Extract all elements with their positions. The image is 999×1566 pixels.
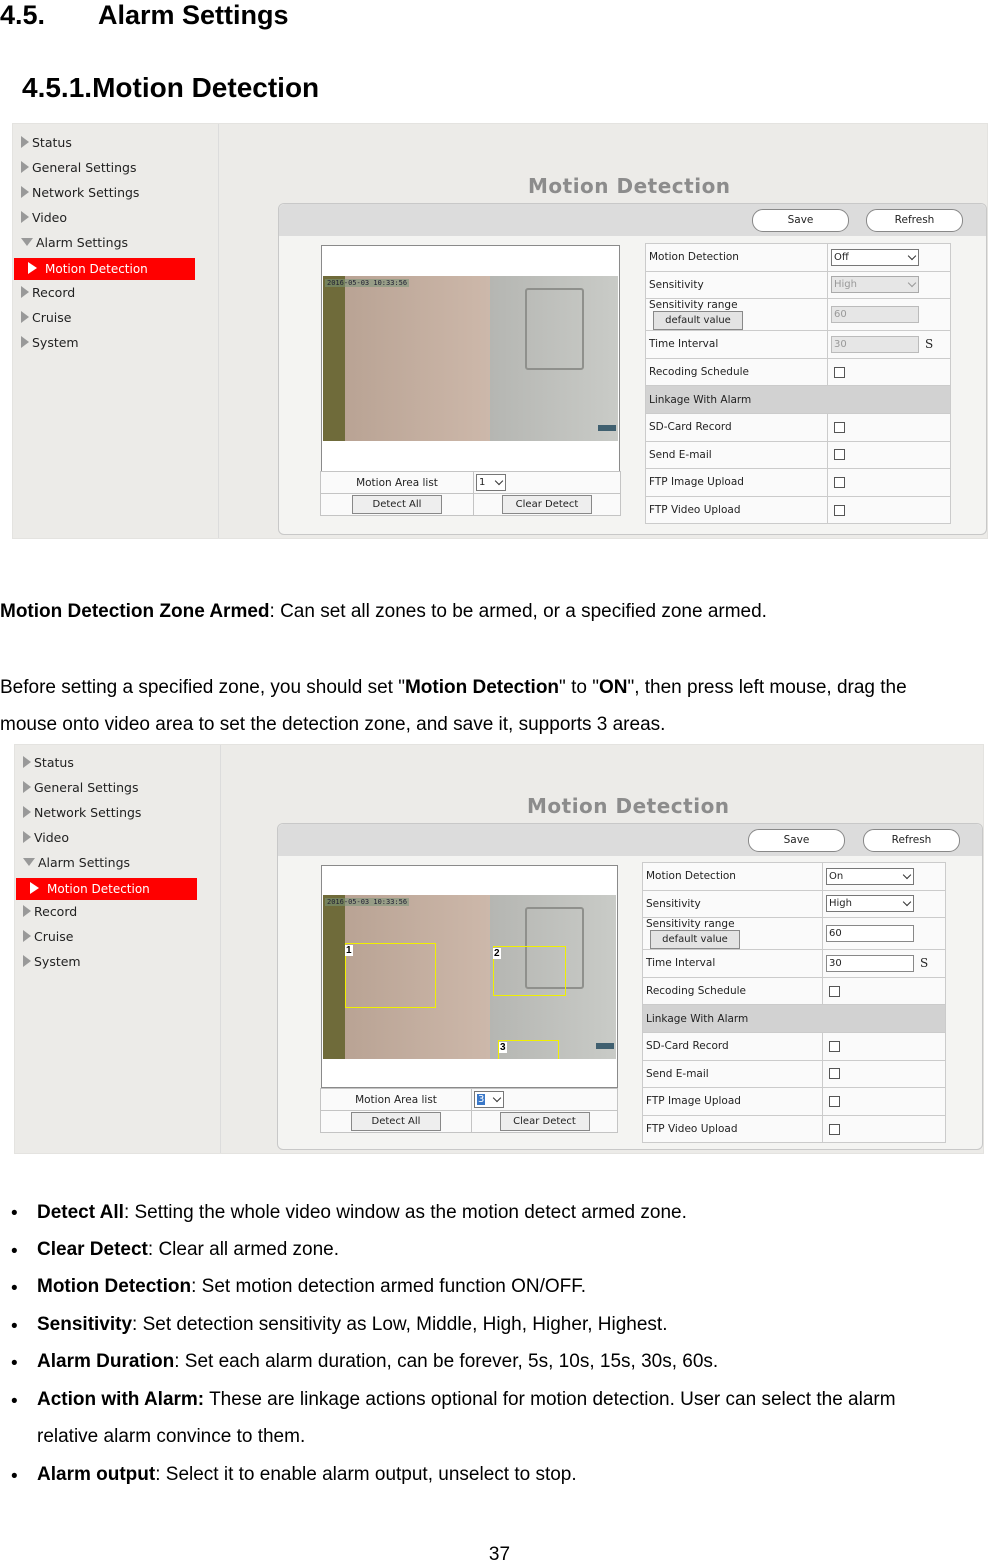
- subsection-number: 4.5.1.: [22, 72, 93, 103]
- watermark-logo: [596, 1043, 614, 1049]
- linkage-header: Linkage With Alarm: [643, 1005, 946, 1033]
- triangle-right-icon: [23, 955, 31, 967]
- triangle-down-icon: [21, 238, 33, 246]
- send-email-checkbox[interactable]: [834, 449, 845, 460]
- save-button[interactable]: Save: [752, 209, 849, 232]
- nav-video[interactable]: Video: [23, 827, 69, 849]
- settings-panel: [277, 823, 983, 1150]
- triangle-down-icon: [23, 858, 35, 866]
- default-value-button[interactable]: default value: [653, 311, 743, 330]
- label-motion-detection: Motion Detection: [646, 244, 828, 272]
- bullet-detect-all: Detect All: Setting the whole video window as the motion detect armed zone.: [37, 1202, 687, 1223]
- label-recording-schedule: Recoding Schedule: [646, 358, 828, 386]
- bullet-clear-detect: Clear Detect: Clear all armed zone.: [37, 1239, 340, 1260]
- video-frame: [321, 865, 618, 1088]
- bullet-dot: •: [11, 1353, 18, 1374]
- detect-all-button[interactable]: Detect All: [351, 1112, 441, 1131]
- nav-general-settings[interactable]: General Settings: [23, 777, 139, 799]
- video-timestamp: 2016-05-03 10:33:56: [327, 279, 408, 287]
- triangle-right-icon: [23, 905, 31, 917]
- detection-zone-1[interactable]: [345, 943, 436, 1008]
- detection-zone-3[interactable]: [498, 1040, 559, 1059]
- label-ftp-video: FTP Video Upload: [646, 496, 828, 524]
- triangle-right-icon: [21, 186, 29, 198]
- clear-detect-button[interactable]: Clear Detect: [502, 495, 592, 514]
- section-number: 4.5.: [0, 0, 46, 30]
- refresh-button[interactable]: Refresh: [863, 829, 960, 852]
- settings-table: [642, 862, 946, 1143]
- nav-network-settings[interactable]: Network Settings: [23, 802, 141, 824]
- triangle-right-icon: [30, 882, 39, 894]
- sensitivity-range-input[interactable]: 60: [826, 925, 914, 942]
- sidebar: [13, 124, 219, 538]
- nav-status[interactable]: Status: [23, 752, 74, 774]
- sidebar: [15, 745, 221, 1153]
- screen-title: Motion Detection: [527, 794, 730, 818]
- clear-detect-button[interactable]: Clear Detect: [500, 1112, 590, 1131]
- nav-system[interactable]: System: [23, 951, 81, 973]
- triangle-right-icon: [23, 930, 31, 942]
- video-frame: [321, 245, 620, 472]
- send-email-checkbox[interactable]: [829, 1068, 840, 1079]
- nav-alarm-settings[interactable]: Alarm Settings: [21, 232, 128, 254]
- unit-label: S: [925, 337, 934, 352]
- save-button[interactable]: Save: [748, 829, 845, 852]
- area-list-label: Motion Area list: [321, 1089, 472, 1111]
- label-sd-card: SD-Card Record: [646, 413, 828, 441]
- bullet-alarm-output: Alarm output: Select it to enable alarm output, unselect to stop.: [37, 1464, 577, 1485]
- nav-status[interactable]: Status: [21, 132, 72, 154]
- ftp-image-checkbox[interactable]: [829, 1096, 840, 1107]
- label-time-interval: Time Interval: [646, 331, 828, 359]
- label-motion-detection: Motion Detection: [643, 863, 823, 891]
- sd-card-checkbox[interactable]: [829, 1041, 840, 1052]
- bullet-action-with-alarm: Action with Alarm: These are linkage actions optional for motion detection. User can select the alarm relative alarm convince to them.: [37, 1389, 896, 1447]
- paragraph-zone-armed: Motion Detection Zone Armed: Can set all zones to be armed, or a specified zone armed.: [0, 601, 767, 622]
- detection-zone-2[interactable]: [493, 946, 566, 996]
- time-interval-input[interactable]: 30: [826, 955, 914, 972]
- linkage-header: Linkage With Alarm: [646, 386, 951, 414]
- refresh-button[interactable]: Refresh: [866, 209, 963, 232]
- settings-table: [645, 243, 951, 524]
- screenshot-1: [12, 123, 988, 539]
- nav-alarm-settings[interactable]: Alarm Settings: [23, 852, 130, 874]
- bullet-dot: •: [11, 1316, 18, 1337]
- bullet-alarm-duration: Alarm Duration: Set each alarm duration, can be forever, 5s, 10s, 15s, 30s, 60s.: [37, 1351, 719, 1372]
- sensitivity-select[interactable]: High: [826, 895, 914, 912]
- toolbar: [279, 204, 986, 236]
- area-controls: [320, 1088, 618, 1133]
- ftp-image-checkbox[interactable]: [834, 477, 845, 488]
- area-list-label: Motion Area list: [321, 472, 474, 494]
- detect-all-button[interactable]: Detect All: [352, 495, 442, 514]
- triangle-right-icon: [21, 211, 29, 223]
- bullet-dot: •: [11, 1391, 18, 1412]
- zone-label-2: 2: [494, 948, 500, 959]
- label-sensitivity-range: Sensitivity range: [649, 299, 738, 312]
- zone-label-3: 3: [500, 1042, 506, 1053]
- label-recording-schedule: Recoding Schedule: [643, 977, 823, 1005]
- triangle-right-icon: [28, 262, 37, 274]
- section-title: Alarm Settings: [98, 0, 289, 30]
- bullet-dot: •: [11, 1203, 18, 1224]
- default-value-button[interactable]: default value: [650, 930, 740, 949]
- unit-label: S: [920, 956, 929, 971]
- toolbar: [278, 824, 982, 856]
- triangle-right-icon: [23, 831, 31, 843]
- screenshot-2: [14, 744, 984, 1154]
- recording-schedule-checkbox[interactable]: [829, 986, 840, 997]
- zone-label-1: 1: [346, 945, 352, 956]
- nav-video[interactable]: Video: [21, 207, 67, 229]
- video-preview[interactable]: [323, 895, 616, 1059]
- page-number: 37: [488, 1544, 511, 1565]
- section-heading: [0, 0, 289, 31]
- recording-schedule-checkbox[interactable]: [834, 367, 845, 378]
- bullet-motion-detection: Motion Detection: Set motion detection armed function ON/OFF.: [37, 1276, 587, 1297]
- label-ftp-image: FTP Image Upload: [646, 469, 828, 497]
- triangle-right-icon: [21, 311, 29, 323]
- video-timestamp: 2016-05-03 10:33:56: [327, 898, 408, 906]
- nav-motion-detection[interactable]: Motion Detection: [14, 258, 195, 280]
- paragraph-instructions: Before setting a specified zone, you should set "Motion Detection" to "ON", then press left mouse, drag the mouse onto video area to set the detection zone, and save it, supports 3 areas.: [0, 677, 907, 735]
- bullet-sensitivity: Sensitivity: Set detection sensitivity as Low, Middle, High, Higher, Highest.: [37, 1314, 668, 1335]
- bullet-dot: •: [11, 1241, 18, 1262]
- label-send-email: Send E-mail: [646, 441, 828, 469]
- label-time-interval: Time Interval: [643, 950, 823, 978]
- label-send-email: Send E-mail: [643, 1060, 823, 1088]
- watermark-logo: [598, 425, 616, 431]
- nav-general-settings[interactable]: General Settings: [21, 157, 137, 179]
- triangle-right-icon: [21, 161, 29, 173]
- ftp-video-checkbox[interactable]: [834, 505, 845, 516]
- area-controls: [320, 471, 621, 516]
- label-sd-card: SD-Card Record: [643, 1032, 823, 1060]
- area-list-select[interactable]: 1: [476, 474, 506, 491]
- triangle-right-icon: [23, 756, 31, 768]
- nav-cruise[interactable]: Cruise: [23, 926, 73, 948]
- triangle-right-icon: [21, 286, 29, 298]
- label-sensitivity: Sensitivity: [646, 271, 828, 299]
- label-sensitivity-range: Sensitivity range: [646, 918, 735, 931]
- nav-motion-detection[interactable]: Motion Detection: [16, 878, 197, 900]
- sd-card-checkbox[interactable]: [834, 422, 845, 433]
- triangle-right-icon: [21, 336, 29, 348]
- bullet-dot: •: [11, 1278, 18, 1299]
- label-ftp-image: FTP Image Upload: [643, 1088, 823, 1116]
- nav-record[interactable]: Record: [21, 282, 75, 304]
- triangle-right-icon: [23, 806, 31, 818]
- motion-detection-select[interactable]: On: [826, 868, 914, 885]
- subsection-heading: [22, 72, 319, 104]
- sensitivity-range-input[interactable]: 60: [831, 306, 919, 323]
- sensitivity-select[interactable]: High: [831, 276, 919, 293]
- ftp-video-checkbox[interactable]: [829, 1124, 840, 1135]
- nav-cruise[interactable]: Cruise: [21, 307, 71, 329]
- area-list-select[interactable]: 3: [474, 1091, 504, 1108]
- triangle-right-icon: [21, 136, 29, 148]
- bullet-dot: •: [11, 1466, 18, 1487]
- screen-title: Motion Detection: [528, 174, 731, 198]
- nav-system[interactable]: System: [21, 332, 79, 354]
- video-preview[interactable]: [323, 276, 618, 441]
- time-interval-input[interactable]: 30: [831, 336, 919, 353]
- settings-panel: [278, 203, 987, 535]
- label-sensitivity: Sensitivity: [643, 890, 823, 918]
- motion-detection-select[interactable]: Off: [831, 249, 919, 266]
- triangle-right-icon: [23, 781, 31, 793]
- nav-network-settings[interactable]: Network Settings: [21, 182, 139, 204]
- subsection-title: Motion Detection: [92, 72, 320, 103]
- label-ftp-video: FTP Video Upload: [643, 1115, 823, 1143]
- nav-record[interactable]: Record: [23, 901, 77, 923]
